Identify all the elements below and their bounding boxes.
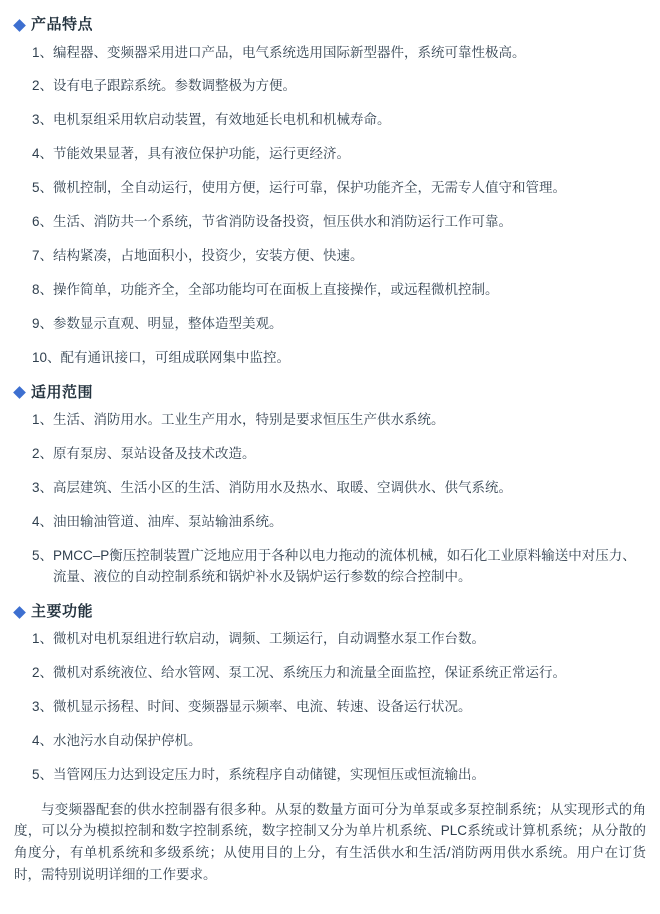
diamond-icon: [13, 19, 26, 32]
list-item-text: 配有通讯接口，可组成联网集中监控。: [60, 349, 291, 365]
list-item-number: 5、: [32, 180, 54, 196]
list-item-number: 1、: [32, 44, 54, 60]
list-item: [14, 663, 646, 684]
section-heading: [14, 601, 646, 624]
list-item-text: 生活、消防用水。工业生产用水，特别是要求恒压生产供水系统。: [53, 412, 445, 428]
list-item: [14, 144, 646, 165]
list-item-text: 电机泵组采用软启动装置，有效地延长电机和机械寿命。: [53, 112, 391, 128]
list-item: [14, 512, 646, 533]
list-item-number: 1、: [32, 412, 54, 428]
list-item: [14, 765, 646, 786]
list-item-text: 高层建筑、生活小区的生活、消防用水及热水、取暖、空调供水、供气系统。: [53, 480, 513, 496]
list-item-text: 微机控制，全自动运行，使用方便，运行可靠，保护功能齐全，无需专人值守和管理。: [53, 180, 567, 196]
list-item-number: 3、: [32, 480, 54, 496]
list-item-text: 节能效果显著，具有液位保护功能，运行更经济。: [53, 146, 351, 162]
list-item-number: 5、: [32, 547, 54, 563]
list-item-text: PMCC–P衡压控制装置广泛地应用于各种以电力拖动的流体机械，如石化工业原料输送中对压力、流量、液位的自动控制系统和锅炉补水及锅炉运行参数的综合控制中。: [53, 547, 636, 584]
list-item: [14, 444, 646, 465]
list-item: [14, 280, 646, 301]
list-item-text: 原有泵房、泵站设备及技术改造。: [53, 446, 256, 462]
list-item-text: 微机显示扬程、时间、变频器显示频率、电流、转速、设备运行状况。: [53, 699, 472, 715]
list-item: [14, 43, 646, 64]
list-item-number: 7、: [32, 248, 54, 264]
section-heading: [14, 382, 646, 405]
list-item: [14, 76, 646, 97]
list-item-number: 10、: [32, 349, 61, 365]
list-item-text: 微机对电机泵组进行软启动，调频、工频运行，自动调整水泵工作台数。: [53, 631, 486, 647]
section-product-features: [14, 14, 646, 369]
list-item: [14, 178, 646, 199]
list-item-number: 6、: [32, 214, 54, 230]
list-item-number: 3、: [32, 699, 54, 715]
section-title: 主要功能: [31, 602, 94, 620]
list-item: [14, 478, 646, 499]
feature-list: [14, 43, 646, 369]
list-item-text: 参数显示直观、明显，整体造型美观。: [53, 315, 283, 331]
list-item-number: 1、: [32, 631, 54, 647]
list-item-text: 水池污水自动保护停机。: [53, 733, 202, 749]
list-item-text: 当管网压力达到设定压力时，系统程序自动储键，实现恒压或恒流输出。: [53, 766, 486, 782]
diamond-icon: [13, 606, 26, 619]
list-item: [14, 246, 646, 267]
list-item-text: 结构紧凑，占地面积小，投资少，安装方便、快速。: [53, 248, 364, 264]
list-item: [14, 110, 646, 131]
list-item-text: 设有电子跟踪系统。参数调整极为方便。: [53, 78, 297, 94]
list-item-number: 8、: [32, 281, 54, 297]
list-item-text: 微机对系统液位、给水管网、泵工况、系统压力和流量全面监控，保证系统正常运行。: [53, 665, 567, 681]
diamond-icon: [13, 387, 26, 400]
list-item-number: 4、: [32, 513, 54, 529]
list-item: [14, 697, 646, 718]
list-item-text: 油田输油管道、油库、泵站输油系统。: [53, 513, 283, 529]
list-item-number: 2、: [32, 665, 54, 681]
list-item-number: 5、: [32, 766, 54, 782]
list-item-text: 生活、消防共一个系统，节省消防设备投资，恒压供水和消防运行工作可靠。: [53, 214, 513, 230]
list-item: [14, 410, 646, 431]
list-item-text: 编程器、变频器采用进口产品，电气系统选用国际新型器件，系统可靠性极高。: [53, 44, 526, 60]
section-title: 适用范围: [31, 383, 94, 401]
list-item: [14, 212, 646, 233]
scope-list: [14, 410, 646, 588]
list-item: [14, 314, 646, 335]
list-item-number: 4、: [32, 146, 54, 162]
list-item: [14, 348, 646, 369]
list-item-number: 3、: [32, 112, 54, 128]
section-heading: [14, 14, 646, 37]
list-item: [14, 546, 646, 588]
list-item: [14, 731, 646, 752]
list-item-number: 4、: [32, 733, 54, 749]
function-list: [14, 629, 646, 786]
list-item-number: 2、: [32, 446, 54, 462]
list-item-text: 操作简单，功能齐全，全部功能均可在面板上直接操作，或远程微机控制。: [53, 281, 499, 297]
list-item-number: 2、: [32, 78, 54, 94]
closing-paragraph: 与变频器配套的供水控制器有很多种。从泵的数量方面可分为单泵或多泵控制系统；从实现形式的角度，可以分为模拟控制和数字控制系统，数字控制又分为单片机系统、PLC系统或计算机系统；从分散的角度分，有单机系统和多级系统；从使用目的上分，有生活供水和生活/消防两用供水系统。用户在订货时，需特别说明详细的工作要求。: [14, 801, 646, 882]
section-title: 产品特点: [31, 16, 94, 33]
list-item-number: 9、: [32, 315, 54, 331]
section-application-scope: [14, 382, 646, 588]
list-item: [14, 629, 646, 650]
section-main-functions: [14, 601, 646, 885]
